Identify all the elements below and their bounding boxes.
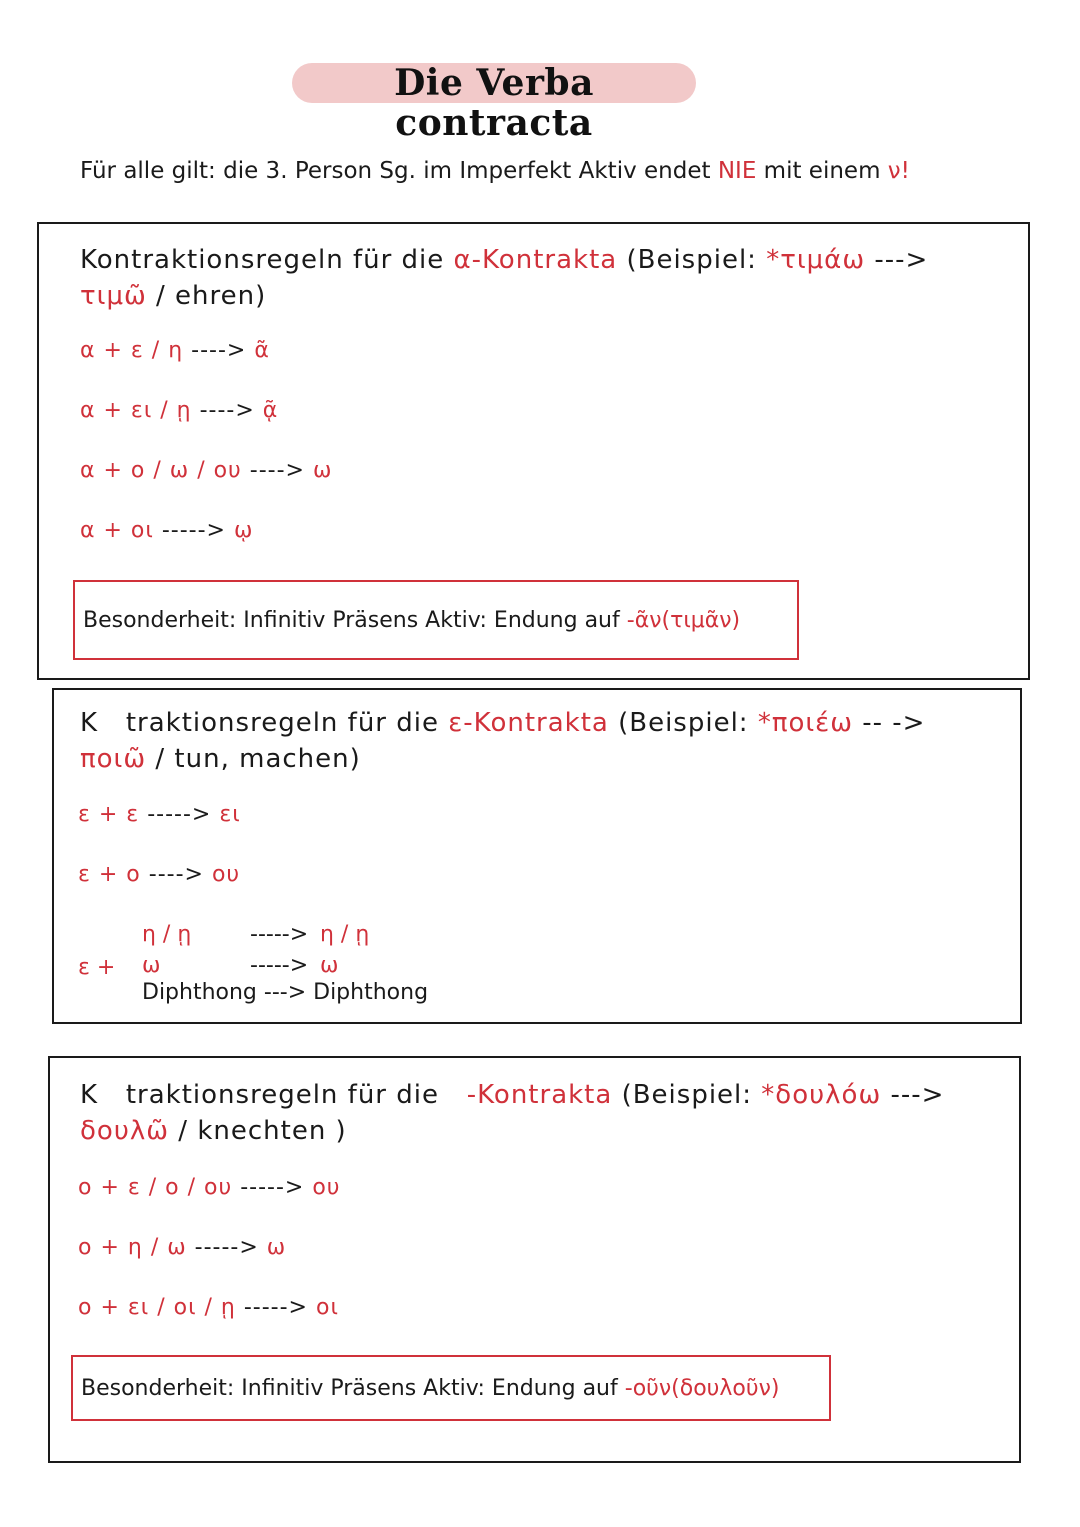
alpha-rule-2: α + ει / ῃ ----> ᾷ (80, 398, 279, 423)
alpha-rule-3: α + ο / ω / ου ----> ω (80, 458, 333, 483)
omicron-heading: K traktionsregeln für die -Kontrakta (Beispiel: *δουλόω ---> δουλῶ / knechten ) (80, 1080, 945, 1146)
intro-text: Für alle gilt: die 3. Person Sg. im Imperfekt Aktiv endet NIE mit einem ν! (80, 158, 910, 184)
intro-nu: ν! (887, 158, 910, 184)
epsilon-heading: K traktionsregeln für die ε-Kontrakta (Beispiel: *ποιέω -- -> ποιῶ / tun, machen) (80, 708, 926, 774)
epsilon-rule-2: ε + ο ----> ου (78, 862, 241, 887)
alpha-rule-4: α + οι -----> ῳ (80, 518, 254, 543)
omicron-special-box: Besonderheit: Infinitiv Präsens Aktiv: Endung auf -οῦν (δουλοῦν) (71, 1355, 831, 1421)
epsilon-rule-1: ε + ε -----> ει (78, 802, 241, 827)
alpha-heading: Kontraktionsregeln für die α-Kontrakta (Beispiel: *τιμάω ---> τιμῶ / ehren) (80, 245, 929, 311)
alpha-special-box: Besonderheit: Infinitiv Präsens Aktiv: Endung auf -ᾶν (τιμᾶν) (73, 580, 799, 660)
omicron-rule-2: ο + η / ω -----> ω (78, 1235, 287, 1260)
omicron-rule-1: ο + ε / ο / ου -----> ου (78, 1175, 341, 1200)
alpha-rule-1: α + ε / η ----> ᾶ (80, 338, 270, 363)
omicron-rule-3: ο + ει / οι / ῃ -----> οι (78, 1295, 339, 1320)
intro-highlight: NIE (717, 158, 757, 184)
page-title: Die Verba contracta (292, 63, 696, 103)
